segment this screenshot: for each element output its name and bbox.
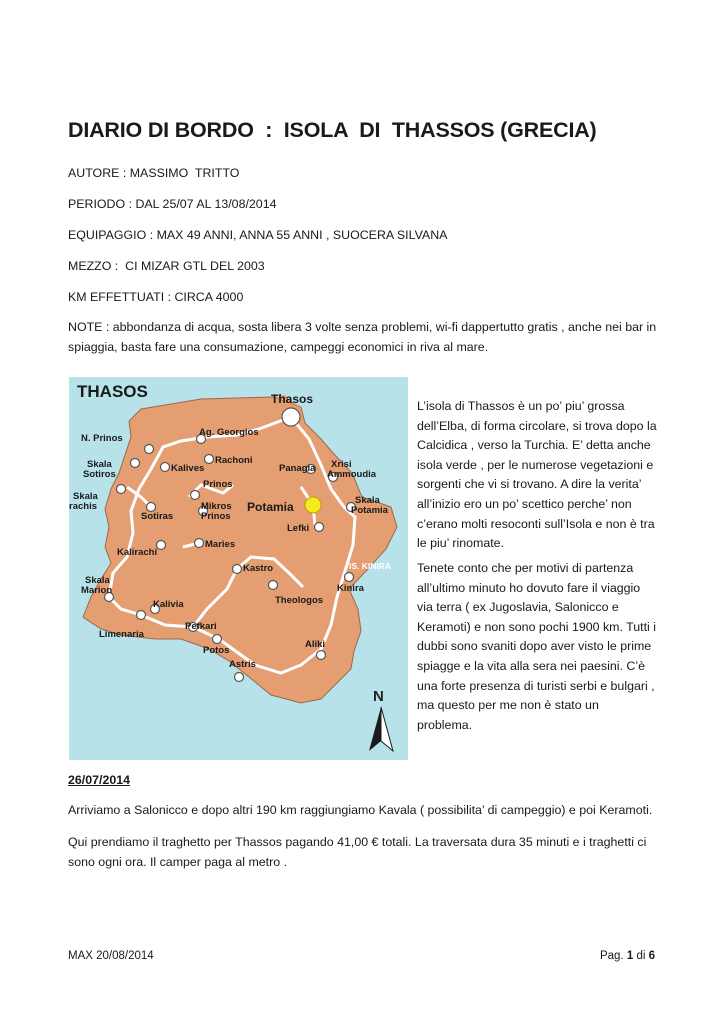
label-skala-marion-2: Marion (81, 585, 113, 596)
label-theologos: Theologos (275, 595, 324, 606)
label-lefki: Lefki (287, 523, 310, 534)
footer-total-pages: 6 (648, 950, 655, 962)
label-skala-rachis (69, 491, 99, 512)
label-kalives: Kalives (171, 463, 205, 474)
label-limenaria: Limenaria (99, 629, 144, 640)
note-paragraph: NOTE : abbondanza di acqua, sosta libera 3 volte senza problemi, wi-fi dappertutto gratis , anche nei bar in spiaggia, basta fare una consumazione, campeggi economici in riva al mare. (68, 320, 657, 354)
marker-prinos (191, 491, 200, 500)
label-ag-georgios: Ag. Georgios (199, 427, 259, 438)
label-skala-sotiros (83, 459, 116, 480)
meta-mezzo: MEZZO : CI MIZAR GTL DEL 2003 (68, 259, 265, 273)
marker-kastro (233, 565, 242, 574)
meta-autore: AUTORE : MASSIMO TRITTO (68, 166, 240, 180)
side-paragraph-2: Tenete conto che per motivi di partenza all’ultimo minuto ho dovuto fare il viaggio via terra ( ex Jugoslavia, Salonicco e Keramoti) e non sono pochi 1900 km. Tutti i dubbi sono svaniti dopo aver visto le prime spiagge e la vita alla sera nei paesini. C’è una forte presenza di turisti serbi e bulgari , ma questo per me non è stato un problema. (417, 561, 656, 732)
label-aliki: Aliki (305, 639, 326, 650)
label-skala-potamia-1: Skala (355, 495, 380, 506)
label-potamia: Potamia (247, 500, 294, 514)
entry-paragraph-1: Arriviamo a Salonicco e dopo altri 190 km raggiungiamo Kavala ( possibilita’ di campeggio) e poi Keramoti. (68, 803, 653, 817)
label-kastro: Kastro (243, 563, 274, 574)
marker-limenaria (137, 611, 146, 620)
marker-potamia (305, 497, 321, 513)
marker-skala-rachis (117, 485, 126, 494)
marker-maries (195, 539, 204, 548)
label-skala-rachis-2: rachis (69, 501, 97, 512)
label-thasos: Thasos (271, 392, 314, 406)
label-kalivia: Kalivia (153, 599, 184, 610)
label-skala-marion (81, 575, 112, 596)
label-skala-sotiros-1: Skala (87, 459, 112, 470)
meta-equipaggio: EQUIPAGGIO : MAX 49 ANNI, ANNA 55 ANNI , SUOCERA SILVANA (68, 228, 448, 242)
marker-astris (235, 673, 244, 682)
thassos-map (69, 377, 408, 760)
document-title: DIARIO DI BORDO : ISOLA DI THASSOS (GRECIA) (68, 118, 597, 142)
label-maries: Maries (205, 539, 236, 550)
marker-n-prinos (145, 445, 154, 454)
entry-paragraph-2: Qui prendiamo il traghetto per Thassos pagando 41,00 € totali. La traversata dura 35 minuti e i traghetti ci sono ogni ora. Il camper paga al metro . (68, 835, 647, 869)
label-potos: Potos (203, 645, 230, 656)
label-rachoni: Rachoni (215, 455, 253, 466)
marker-theologos (269, 581, 278, 590)
map-title: THASOS (77, 382, 148, 401)
marker-skala-sotiros (131, 459, 140, 468)
footer-pag-label: Pag. (599, 950, 624, 962)
label-sotiras: Sotiras (141, 511, 174, 522)
label-xrisi-2: Ammoudia (327, 469, 377, 480)
marker-kalives (161, 463, 170, 472)
marker-lefki (315, 523, 324, 532)
label-pefkari: Pefkari (185, 621, 217, 632)
marker-thasos (282, 408, 300, 426)
label-astris: Astris (229, 659, 256, 670)
marker-potos (213, 635, 222, 644)
label-kalirachi: Kalirachi (117, 547, 158, 558)
side-paragraph-1: L’isola di Thassos è un po’ piu’ grossa dell’Elba, di forma circolare, si trova dopo la Calcidica , verso la Turchia. E’ detta anche isola verde , per le numerose vegetazioni e sorgenti che vi si trovano. A dire la verita’ all’inizio ero un po’ scettico perche’ non c’erano molti resoconti sull’Isola e non è tra le piu’ rinomate. (417, 399, 657, 551)
footer-di-label: di (636, 950, 646, 962)
label-skala-marion-1: Skala (85, 575, 110, 586)
entry-date: 26/07/2014 (68, 773, 131, 787)
label-skala-rachis-1: Skala (73, 491, 98, 502)
label-n-prinos: N. Prinos (81, 433, 123, 444)
label-prinos: Prinos (203, 479, 233, 490)
label-skala-potamia-2: Potamia (351, 505, 388, 516)
marker-rachoni (205, 455, 214, 464)
marker-aliki (317, 651, 326, 660)
label-mikros-1: Mikros (201, 501, 232, 512)
map-svg (69, 377, 408, 760)
label-mikros-2: Prinos (201, 511, 231, 522)
marker-kinira (345, 573, 354, 582)
footer-author-date: MAX 20/08/2014 (68, 950, 154, 962)
label-kinira: Kinira (337, 583, 364, 594)
meta-km: KM EFFETTUATI : CIRCA 4000 (68, 290, 244, 304)
footer-page-number (600, 950, 655, 962)
meta-periodo: PERIODO : DAL 25/07 AL 13/08/2014 (68, 197, 277, 211)
label-is-kinira: IS. KINIRA (349, 561, 392, 571)
label-panagia: Panagia (279, 463, 316, 474)
label-xrisi-1: Xrisi (331, 459, 352, 470)
marker-kalirachi (157, 541, 166, 550)
north-label: N (373, 688, 384, 705)
label-mikros-prinos (201, 501, 232, 522)
footer-current-page: 1 (626, 950, 634, 962)
label-skala-sotiros-2: Sotiros (83, 469, 116, 480)
